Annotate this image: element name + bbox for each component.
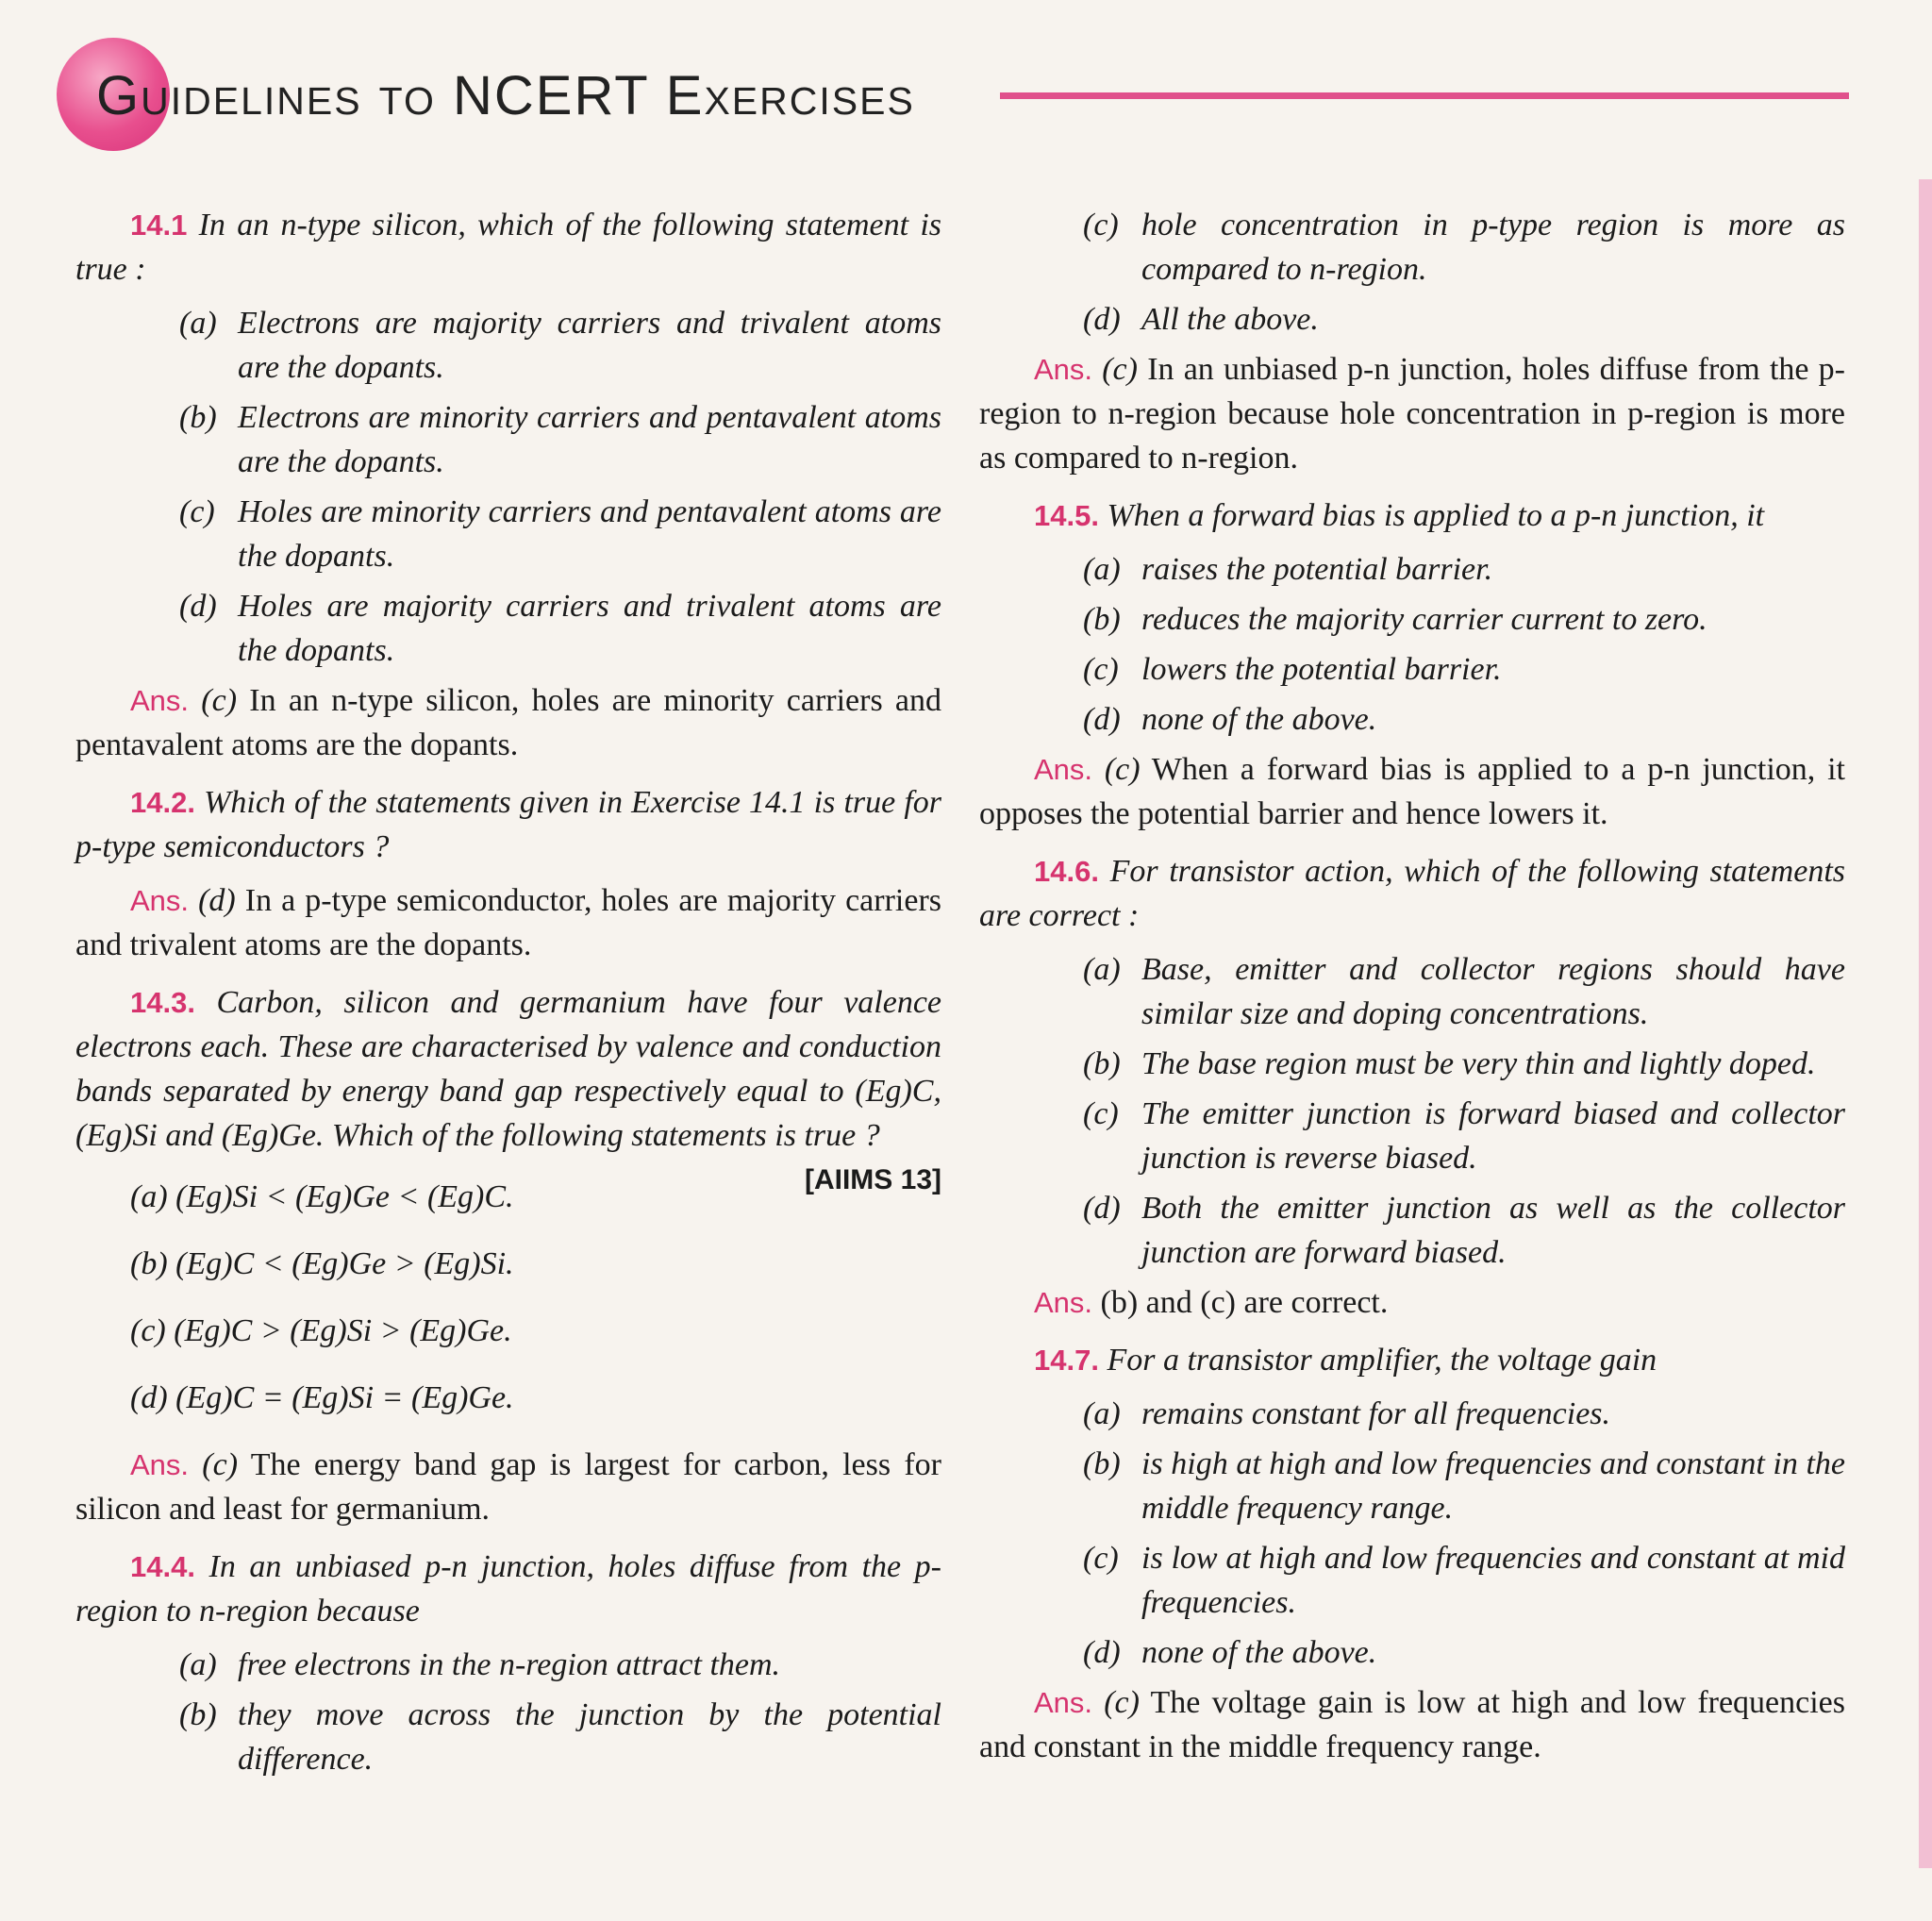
- option-text: reduces the majority carrier current to zero.: [1141, 602, 1707, 637]
- option-a: [979, 947, 1845, 1036]
- option-b: [979, 1042, 1845, 1086]
- option-label: (b): [179, 400, 217, 435]
- option-label: (c): [1083, 208, 1119, 242]
- question-number: 14.5.: [1034, 499, 1099, 532]
- side-strip-decoration: [1919, 179, 1932, 1868]
- option-label: (d): [179, 589, 217, 624]
- option-text: is high at high and low frequencies and constant in the middle frequency range.: [1141, 1446, 1845, 1526]
- answer-label: Ans.: [1034, 1686, 1093, 1719]
- option-label: (a): [179, 306, 217, 341]
- question-text: Which of the statements given in Exercise 14.1 is true for p-type semiconductors ?: [75, 785, 941, 864]
- question-number: 14.7.: [1034, 1344, 1099, 1377]
- option-label: (d): [130, 1380, 168, 1415]
- answer-text: In a p-type semiconductor, holes are majority carriers and trivalent atoms are the dopants.: [75, 883, 942, 962]
- option-d: [75, 584, 941, 673]
- option-label: (b): [1083, 1046, 1121, 1081]
- option-label: (a): [1083, 552, 1121, 587]
- answer-text: In an n-type silicon, holes are minority carriers and pentavalent atoms are the dopants.: [75, 683, 942, 762]
- option-label: (c): [179, 494, 215, 529]
- answer-label: Ans.: [1034, 753, 1093, 786]
- answer-14-5: [979, 747, 1845, 836]
- answer-label: Ans.: [130, 684, 190, 717]
- option-text: Holes are minority carriers and pentavalent atoms are the dopants.: [238, 494, 941, 574]
- question-14-1: [75, 203, 941, 292]
- option-label: (a): [1083, 1396, 1121, 1431]
- answer-option: (d): [198, 883, 236, 918]
- question-number: 14.2.: [130, 786, 195, 819]
- option-d: [979, 697, 1845, 742]
- option-label: (c): [1083, 1541, 1119, 1576]
- option-label: (b): [130, 1246, 168, 1281]
- option-label: (c): [1083, 1096, 1119, 1131]
- option-a: [75, 301, 941, 390]
- question-text: For transistor action, which of the following statements are correct :: [979, 854, 1845, 933]
- option-text: Electrons are minority carriers and pentavalent atoms are the dopants.: [238, 400, 941, 479]
- option-label: (b): [179, 1697, 217, 1732]
- page-title: Guidelines to NCERT Exercises: [96, 65, 915, 126]
- option-b: [979, 1442, 1845, 1530]
- answer-label: Ans.: [130, 1448, 190, 1481]
- option-c: [979, 1092, 1845, 1180]
- option-b: [75, 1242, 941, 1286]
- left-column: [75, 203, 941, 1787]
- option-d: [979, 1186, 1845, 1275]
- answer-14-1: [75, 678, 941, 767]
- option-label: (a): [130, 1179, 168, 1214]
- option-label: (b): [1083, 1446, 1121, 1481]
- option-text: is low at high and low frequencies and constant at mid frequencies.: [1141, 1541, 1845, 1620]
- option-d: [979, 1630, 1845, 1675]
- option-b: [979, 597, 1845, 642]
- option-b: [75, 395, 941, 484]
- question-number: 14.4.: [130, 1550, 195, 1583]
- answer-text: (b) and (c) are correct.: [1100, 1285, 1389, 1320]
- option-text: The emitter junction is forward biased and collector junction is reverse biased.: [1141, 1096, 1845, 1176]
- question-14-2: [75, 780, 941, 869]
- answer-14-7: [979, 1680, 1845, 1769]
- option-d: [75, 1376, 941, 1420]
- option-text: none of the above.: [1141, 1635, 1377, 1670]
- exam-source: [AIIMS 13]: [804, 1164, 941, 1195]
- question-14-7: [979, 1338, 1845, 1382]
- answer-label: Ans.: [1034, 353, 1093, 386]
- answer-label: Ans.: [130, 884, 190, 917]
- option-a: [75, 1643, 941, 1687]
- option-formula: (Eg)C < (Eg)Ge > (Eg)Si.: [175, 1246, 514, 1281]
- option-d: [979, 297, 1845, 342]
- question-text: Carbon, silicon and germanium have four valence electrons each. These are characterised by valence and conduction bands separated by energy band gap respectively equal to (Eg)C, (Eg)Si and (Eg)Ge. Which of the following statements is true ?: [75, 985, 942, 1153]
- option-text: they move across the junction by the potential difference.: [238, 1697, 941, 1777]
- option-c: [75, 1309, 941, 1353]
- option-text: Holes are majority carriers and trivalent atoms are the dopants.: [238, 589, 941, 668]
- answer-option: (c): [1104, 752, 1141, 787]
- option-text: free electrons in the n-region attract them.: [238, 1647, 781, 1682]
- option-a: [979, 1392, 1845, 1436]
- option-text: The base region must be very thin and lightly doped.: [1141, 1046, 1816, 1081]
- question-14-3: [75, 980, 942, 1195]
- option-label: (a): [179, 1647, 217, 1682]
- option-formula: (Eg)C = (Eg)Si = (Eg)Ge.: [175, 1380, 514, 1415]
- option-text: Electrons are majority carriers and trivalent atoms are the dopants.: [238, 306, 941, 385]
- option-formula: (Eg)Si < (Eg)Ge < (Eg)C.: [175, 1179, 514, 1214]
- question-14-5: [979, 493, 1845, 538]
- question-number: 14.1: [130, 209, 188, 242]
- answer-14-4: [979, 347, 1845, 480]
- answer-text: When a forward bias is applied to a p-n junction, it opposes the potential barrier and hence lowers it.: [979, 752, 1845, 831]
- option-label: (c): [1083, 652, 1119, 687]
- page-header: [57, 38, 1849, 160]
- answer-option: (c): [1102, 352, 1138, 387]
- question-14-4: [75, 1545, 941, 1633]
- answer-14-6: [979, 1280, 1845, 1325]
- answer-text: The energy band gap is largest for carbon, less for silicon and least for germanium.: [75, 1447, 941, 1527]
- question-14-6: [979, 849, 1845, 938]
- option-label: (d): [1083, 1635, 1121, 1670]
- option-c: [979, 1536, 1845, 1625]
- question-number: 14.6.: [1034, 855, 1099, 888]
- option-b: [75, 1693, 941, 1781]
- option-label: (d): [1083, 1191, 1121, 1226]
- answer-text: The voltage gain is low at high and low frequencies and constant in the middle frequency range.: [979, 1685, 1845, 1764]
- option-text: remains constant for all frequencies.: [1141, 1396, 1611, 1431]
- answer-text: In an unbiased p-n junction, holes diffuse from the p-region to n-region because hole concentration in p-region is more as compared to n-region.: [979, 352, 1846, 476]
- option-formula: (Eg)C > (Eg)Si > (Eg)Ge.: [174, 1313, 512, 1348]
- option-a: [979, 547, 1845, 592]
- question-text: In an n-type silicon, which of the following statement is true :: [75, 208, 942, 287]
- option-c: [75, 490, 941, 578]
- option-text: hole concentration in p-type region is more as compared to n-region.: [1141, 208, 1845, 287]
- option-text: Both the emitter junction as well as the collector junction are forward biased.: [1141, 1191, 1845, 1270]
- answer-option: (c): [1104, 1685, 1140, 1720]
- question-text: When a forward bias is applied to a p-n junction, it: [1107, 498, 1765, 533]
- option-label: (a): [1083, 952, 1121, 987]
- answer-label: Ans.: [1034, 1286, 1093, 1319]
- question-text: In an unbiased p-n junction, holes diffuse from the p-region to n-region because: [75, 1549, 941, 1629]
- answer-14-3: [75, 1443, 941, 1531]
- header-rule: [1000, 92, 1849, 99]
- option-text: none of the above.: [1141, 702, 1377, 737]
- option-label: (b): [1083, 602, 1121, 637]
- right-column: [979, 203, 1845, 1782]
- option-label: (d): [1083, 702, 1121, 737]
- option-c: [979, 203, 1845, 292]
- option-text: All the above.: [1141, 302, 1319, 337]
- option-text: lowers the potential barrier.: [1141, 652, 1502, 687]
- answer-option: (c): [201, 683, 238, 718]
- option-c: [979, 647, 1845, 692]
- option-text: raises the potential barrier.: [1141, 552, 1493, 587]
- answer-14-2: [75, 878, 941, 967]
- answer-option: (c): [202, 1447, 239, 1482]
- question-number: 14.3.: [130, 986, 195, 1019]
- option-text: Base, emitter and collector regions should have similar size and doping concentrations.: [1141, 952, 1845, 1031]
- question-text: For a transistor amplifier, the voltage gain: [1107, 1343, 1657, 1378]
- option-label: (d): [1083, 302, 1121, 337]
- option-label: (c): [130, 1313, 166, 1348]
